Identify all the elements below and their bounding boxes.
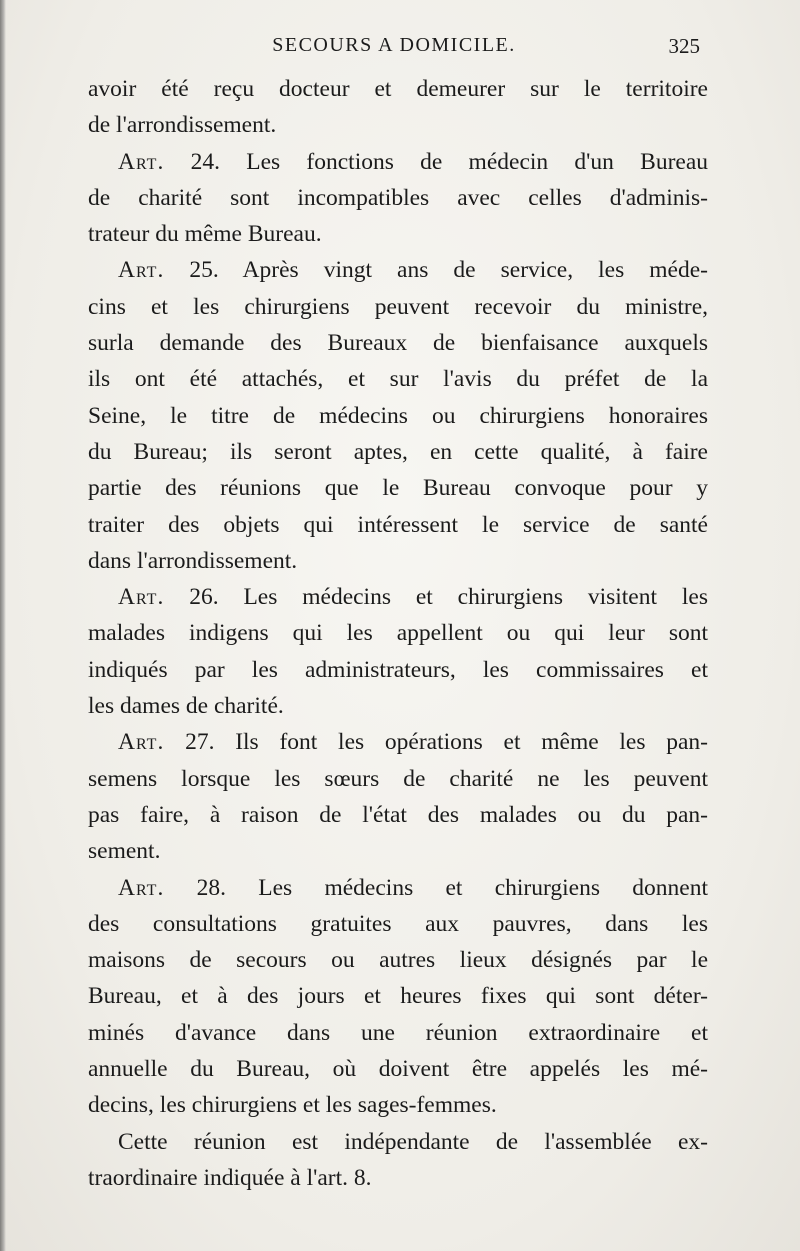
text-line: annuelle du Bureau, où doivent être appelés les mé- <box>88 1056 708 1083</box>
text-line: Art. 24. Les fonctions de médecin d'un Bureau <box>118 148 708 175</box>
text-line: Art. 27. Ils font les opérations et même les pan- <box>118 729 708 756</box>
text-line: ils ont été attachés, et sur l'avis du préfet de la <box>88 366 708 393</box>
text-line: avoir été reçu docteur et demeurer sur le territoire <box>88 76 708 102</box>
text-line: maisons de secours ou autres lieux désignés par le <box>88 947 708 974</box>
text-line: Art. 28. Les médecins et chirurgiens donnent <box>118 874 708 901</box>
text-line: du Bureau; ils seront aptes, en cette qualité, à faire <box>88 438 708 465</box>
text-line: partie des réunions que le Bureau convoque pour y <box>88 475 708 502</box>
text-line: Art. 26. Les médecins et chirurgiens visitent les <box>118 584 708 611</box>
page-number: 325 <box>668 34 700 58</box>
text-line: minés d'avance dans une réunion extraordinaire et <box>88 1019 708 1046</box>
text-line: Cette réunion est indépendante de l'assemblée ex- <box>118 1128 708 1155</box>
text-line: de l'arrondissement. <box>88 112 277 139</box>
text-line: Bureau, et à des jours et heures fixes qui sont déter- <box>88 983 708 1010</box>
text-line: sement. <box>88 838 161 865</box>
text-line: indiqués par les administrateurs, les commissaires et <box>88 656 708 683</box>
text-line: de charité sont incompatibles avec celles d'adminis- <box>88 184 708 211</box>
text-line: decins, les chirurgiens et les sages-femmes. <box>88 1092 497 1119</box>
text-line: les dames de charité. <box>88 693 284 720</box>
text-line: Art. 25. Après vingt ans de service, les méde- <box>118 257 708 284</box>
page-header <box>88 30 700 64</box>
text-line: malades indigens qui les appellent ou qui leur sont <box>88 620 708 647</box>
text-line: pas faire, à raison de l'état des malades ou du pan- <box>88 801 708 828</box>
text-line: Seine, le titre de médecins ou chirurgiens honoraires <box>88 402 708 429</box>
running-head: SECOURS A DOMICILE. <box>272 34 516 56</box>
text-line: surla demande des Bureaux de bienfaisance auxquels <box>88 330 708 357</box>
text-line: dans l'arrondissement. <box>88 547 298 574</box>
text-line: semens lorsque les sœurs de charité ne les peuvent <box>88 765 708 792</box>
body-text <box>88 71 708 1196</box>
page-edge-shadow <box>0 0 6 1251</box>
text-line: trateur du même Bureau. <box>88 221 322 248</box>
text-line: traiter des objets qui intéressent le service de santé <box>88 511 708 538</box>
text-line: des consultations gratuites aux pauvres, dans les <box>88 910 708 937</box>
text-line: cins et les chirurgiens peuvent recevoir du ministre, <box>88 293 708 320</box>
text-line: traordinaire indiquée à l'art. 8. <box>88 1164 372 1191</box>
